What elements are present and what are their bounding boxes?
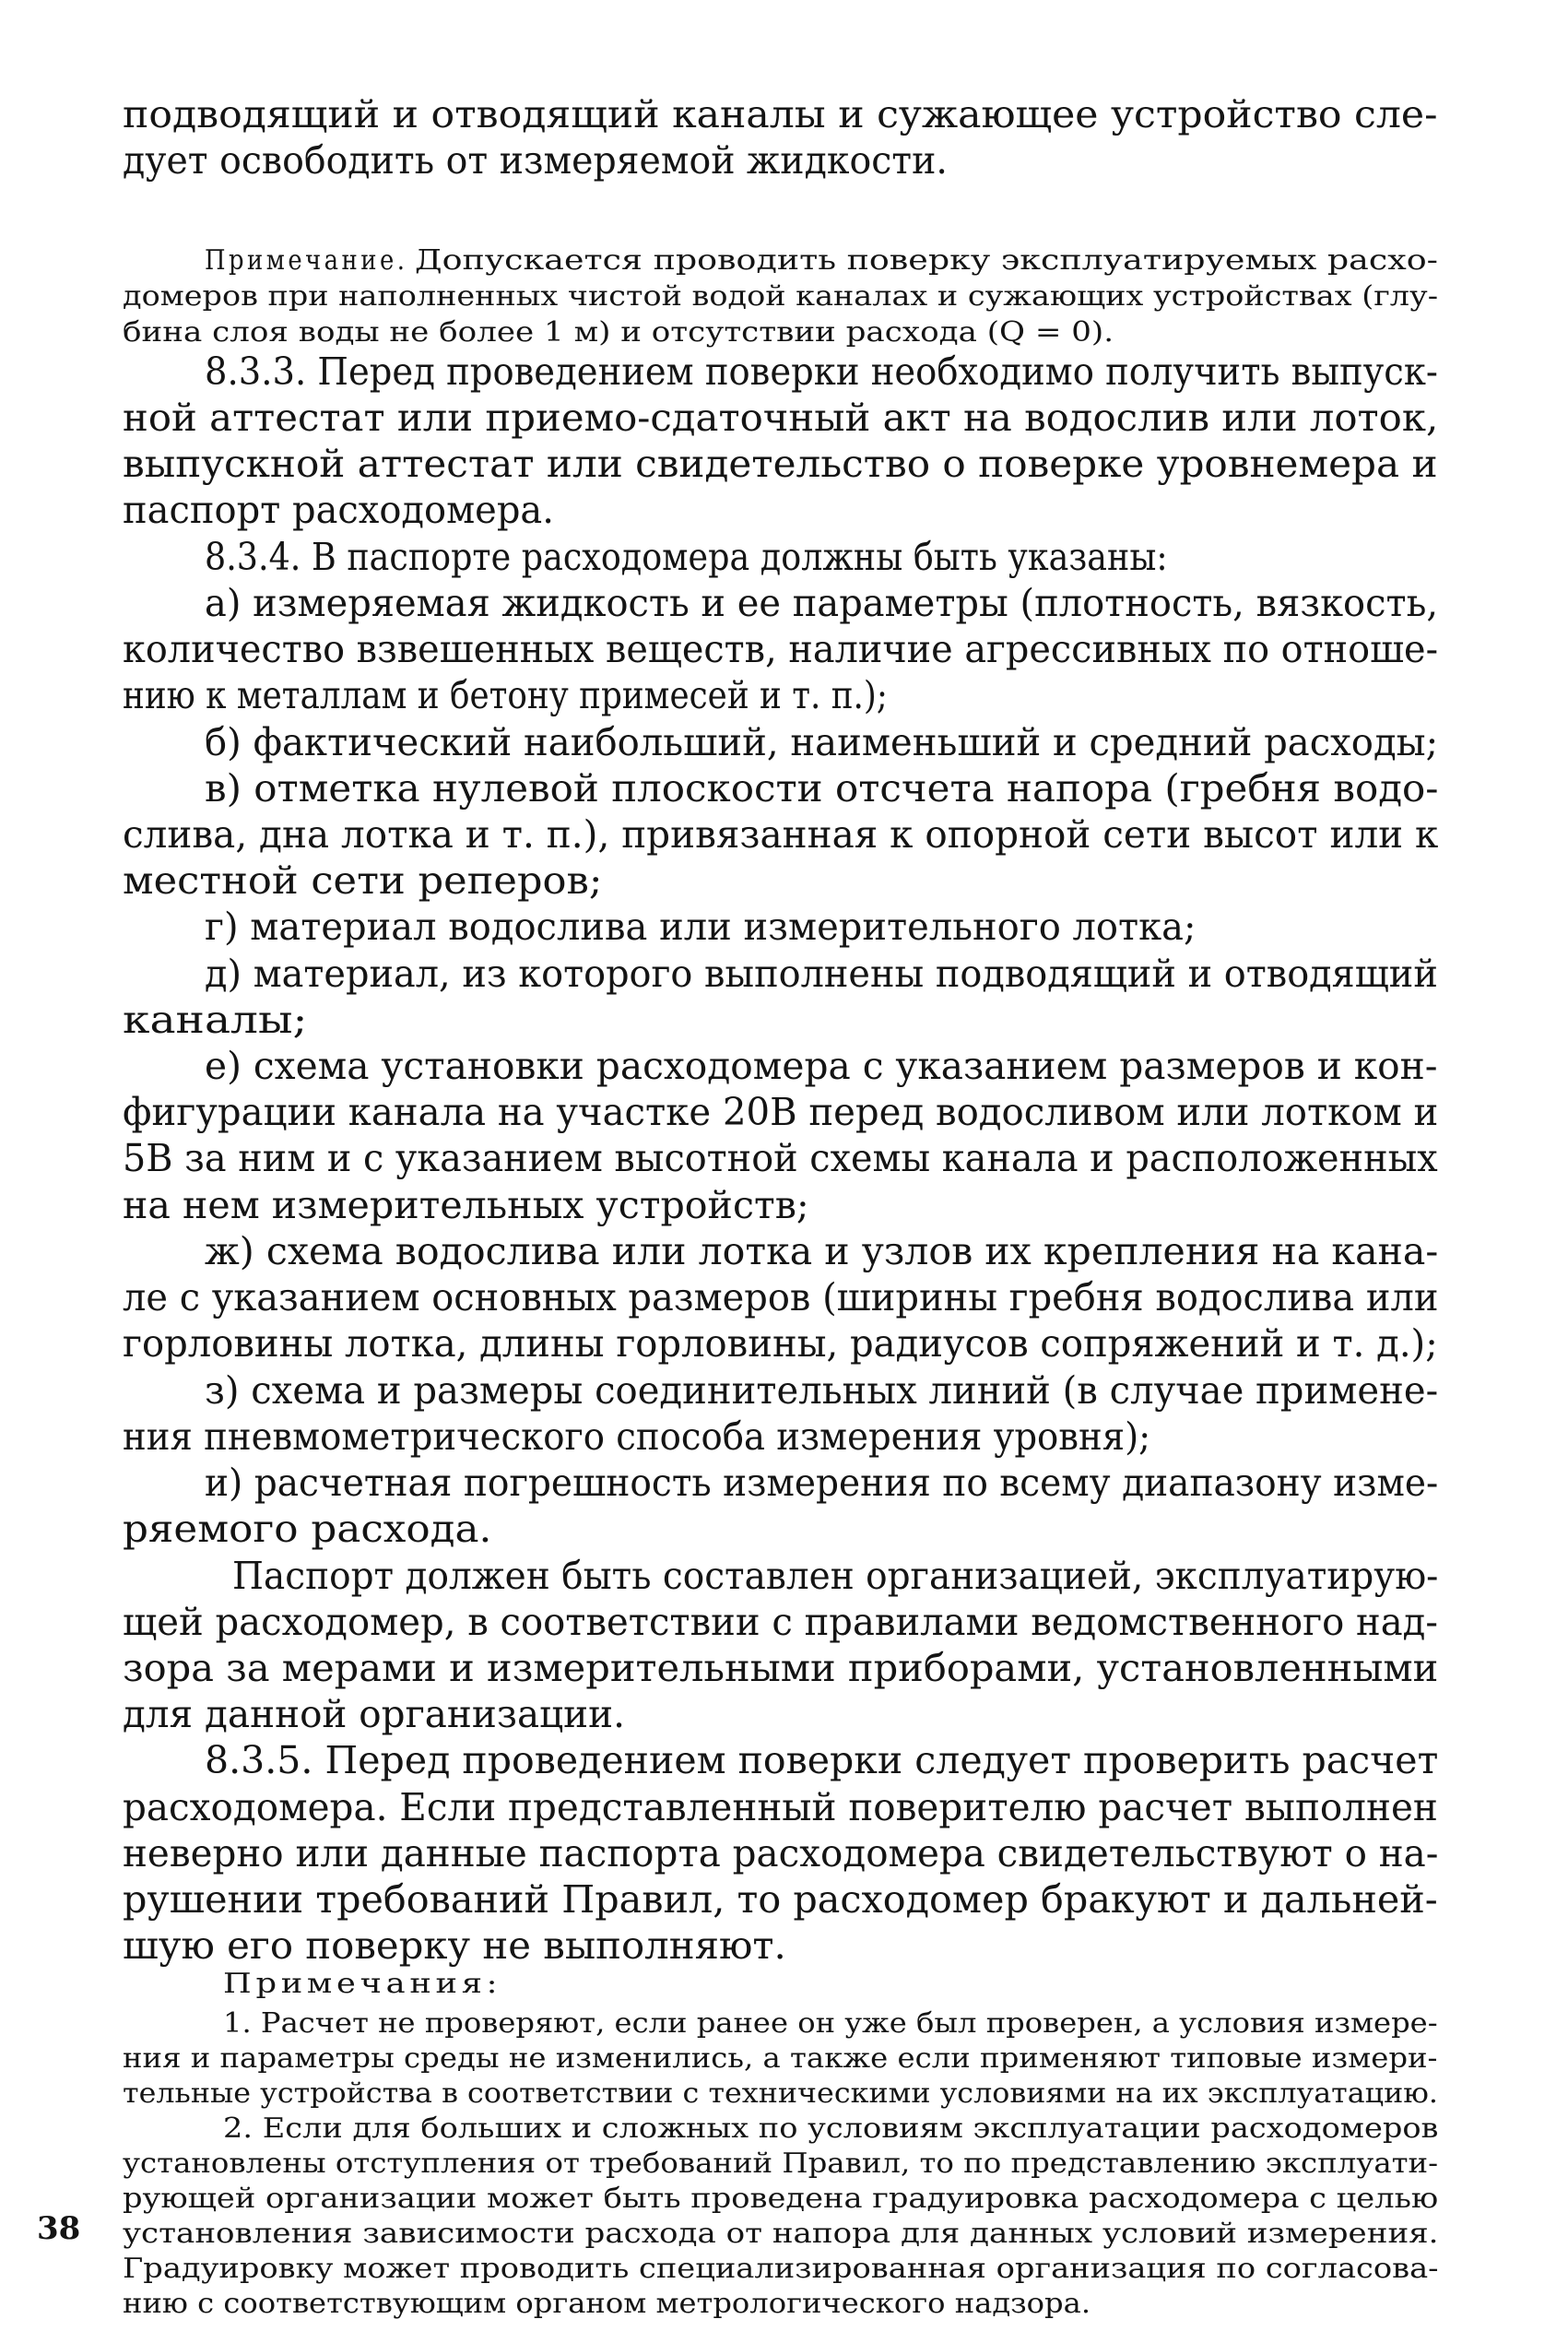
text-line: в) отметка нулевой плоскости отсчета напора (гребня водо- xyxy=(205,766,1439,811)
text-line: фигурации канала на участке 20B перед водосливом или лотком и xyxy=(123,1090,1439,1134)
note-line: ния и параметры среды не изменились, а также если применяют типовые измери- xyxy=(123,2042,1438,2075)
note-line: бина слоя воды не более 1 м) и отсутствии расхода (Q = 0). xyxy=(123,316,1114,349)
note-line: Допускается проводить поверку эксплуатируемых расхо- xyxy=(415,244,1438,277)
note-line: тельные устройства в соответствии с техническими условиями на их эксплуатацию. xyxy=(123,2077,1439,2110)
text-line: зора за мерами и измерительными приборами, установленными xyxy=(123,1646,1439,1690)
text-line: ле с указанием основных размеров (ширины гребня водослива или xyxy=(123,1275,1439,1319)
note-line: установления зависимости расхода от напора для данных условий измерения. xyxy=(123,2218,1439,2250)
text-line: горловины лотка, длины горловины, радиусов сопряжений и т. д.); xyxy=(123,1321,1438,1366)
text-line: шую его поверку не выполняют. xyxy=(123,1923,786,1968)
note-label: Примечание. xyxy=(205,244,408,277)
text-line: для данной организации. xyxy=(123,1692,625,1736)
text-line: подводящий и отводящий каналы и сужающее устройство сле- xyxy=(123,92,1438,136)
text-line: дует освободить от измеряемой жидкости. xyxy=(123,138,948,183)
text-line: каналы; xyxy=(123,998,308,1042)
page-number: 38 xyxy=(37,2210,81,2247)
text-line: ж) схема водослива или лотка и узлов их крепления на кана- xyxy=(205,1229,1439,1273)
text-line: ния пневмометрического способа измерения уровня); xyxy=(123,1414,1151,1459)
note-line: домеров при наполненных чистой водой каналах и сужающих устройствах (глу- xyxy=(123,280,1438,313)
note-line: 2. Если для больших и сложных по условиям эксплуатации расходомеров xyxy=(223,2112,1439,2145)
text-line: паспорт расходомера. xyxy=(123,488,554,532)
text-line: Паспорт должен быть составлен организацией, эксплуатирую- xyxy=(232,1554,1439,1598)
text-line: з) схема и размеры соединительных линий (в случае примене- xyxy=(205,1368,1439,1413)
text-line: 5B за ним и с указанием высотной схемы канала и расположенных xyxy=(123,1136,1438,1180)
text-line: расходомера. Если представленный поверителю расчет выполнен xyxy=(123,1785,1438,1829)
text-line: нию к металлам и бетону примесей и т. п.); xyxy=(123,673,888,717)
text-line: б) фактический наибольший, наименьший и средний расходы; xyxy=(205,720,1439,764)
note-line: 1. Расчет не проверяют, если ранее он уже был проверен, а условия измере- xyxy=(223,2007,1438,2040)
text-line: 8.3.4. В паспорте расходомера должны быть указаны: xyxy=(205,535,1168,579)
text-line: выпускной аттестат или свидетельство о поверке уровнемера и xyxy=(123,442,1438,486)
note-line: Градуировку может проводить специализированная организация по согласова- xyxy=(123,2253,1439,2285)
note-line: установлены отступления от требований Правил, то по представлению эксплуати- xyxy=(123,2148,1439,2180)
text-line: щей расходомер, в соответствии с правилами ведомственного над- xyxy=(123,1600,1438,1644)
text-line: 8.3.3. Перед проведением поверки необходимо получить выпуск- xyxy=(205,349,1438,394)
text-line: е) схема установки расходомера с указанием размеров и кон- xyxy=(205,1044,1438,1088)
text-line: ряемого расхода. xyxy=(123,1507,492,1551)
text-line: и) расчетная погрешность измерения по всему диапазону изме- xyxy=(205,1461,1439,1505)
text-line: рушении требований Правил, то расходомер бракуют и дальней- xyxy=(123,1877,1438,1922)
text-line: местной сети реперов; xyxy=(123,858,603,903)
text-line: 8.3.5. Перед проведением поверки следует проверить расчет xyxy=(205,1738,1439,1782)
note-line: рующей организации может быть проведена градуировка расходомера с целью xyxy=(123,2183,1439,2215)
text-line: на нем измерительных устройств; xyxy=(123,1183,809,1227)
text-line: а) измеряемая жидкость и ее параметры (плотность, вязкость, xyxy=(205,581,1439,625)
text-line: слива, дна лотка и т. п.), привязанная к опорной сети высот или к xyxy=(123,812,1439,857)
text-line: ной аттестат или приемо-сдаточный акт на водослив или лоток, xyxy=(123,396,1439,440)
notes-heading: Примечания: xyxy=(223,1968,502,2000)
text-line: количество взвешенных веществ, наличие агрессивных по отноше- xyxy=(123,627,1439,671)
note-line: нию с соответствующим органом метрологического надзора. xyxy=(123,2288,1091,2320)
text-line: г) материал водослива или измерительного лотка; xyxy=(205,905,1197,949)
text-line: д) материал, из которого выполнены подводящий и отводящий xyxy=(205,952,1438,996)
text-line: неверно или данные паспорта расходомера свидетельствуют о на- xyxy=(123,1831,1439,1875)
